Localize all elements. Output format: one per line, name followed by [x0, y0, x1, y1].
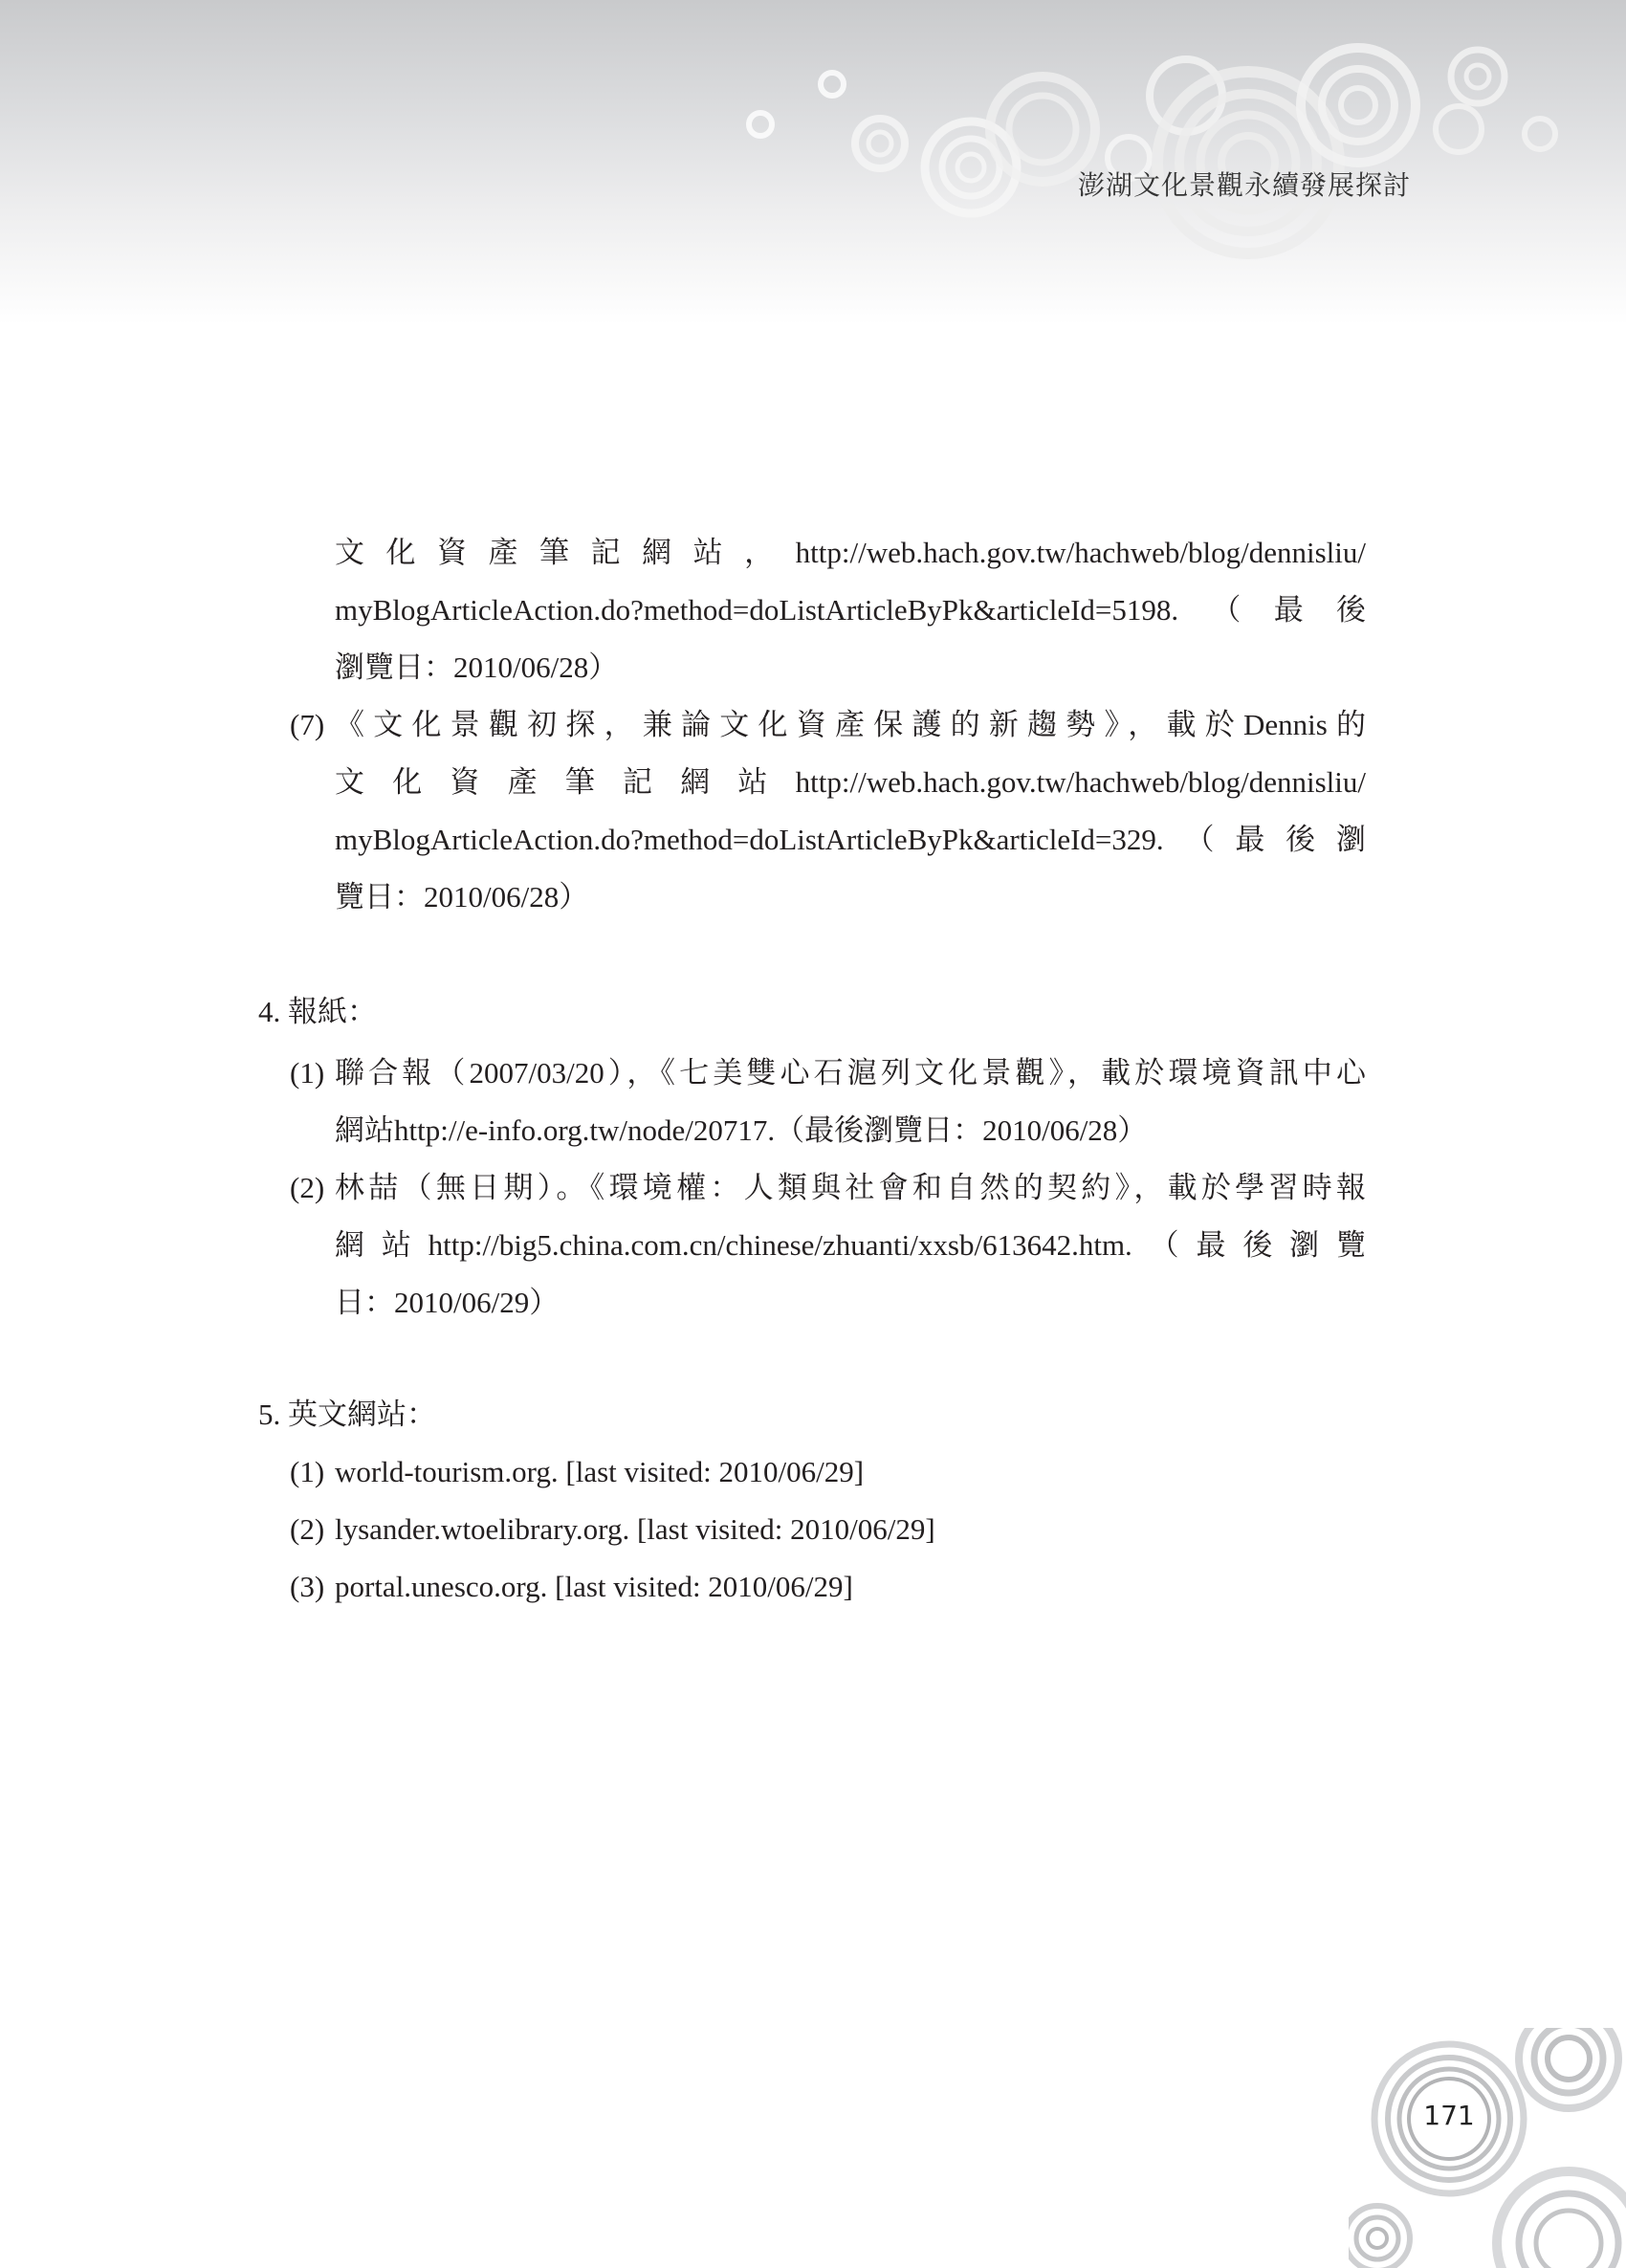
page-number: 171	[1423, 2100, 1475, 2131]
sec5-item1-text: world-tourism.org. [last visited: 2010/06/29]	[335, 1455, 865, 1488]
sec5-item3-number: (3)	[290, 1570, 325, 1603]
sec5-item1-number: (1)	[290, 1455, 325, 1488]
footer-circles-decoration	[1349, 2028, 1626, 2268]
sec5-item2-text: lysander.wtoelibrary.org. [last visited: 2010/06/29]	[335, 1512, 935, 1546]
section4-heading: 4. 報紙：	[258, 995, 377, 1028]
sec4-item1-line-1: 聯合報（2007/03/20），《七美雙心石滬列文化景觀》，載於環境資訊中心	[335, 1056, 1366, 1090]
cont-line-1: 文化資產筆記網站，http://web.hach.gov.tw/hachweb/blog/dennisliu/	[335, 536, 1366, 569]
item7-line-4: 覽日：2010/06/28）	[335, 880, 589, 914]
sec4-item2-line-2: 網站http://big5.china.com.cn/chinese/zhuanti/xxsb/613642.htm.（最後瀏覽	[335, 1228, 1366, 1262]
cont-line-2: myBlogArticleAction.do?method=doListArticleByPk&articleId=5198.（最後	[335, 593, 1366, 627]
sec4-item1-number: (1)	[290, 1056, 325, 1090]
item7-line-3: myBlogArticleAction.do?method=doListArticleByPk&articleId=329.（最後瀏	[335, 823, 1366, 856]
sec4-item1-line-2: 網站http://e-info.org.tw/node/20717.（最後瀏覽日：2010/06/28）	[335, 1113, 1148, 1147]
sec4-item2-line-3: 日：2010/06/29）	[335, 1286, 560, 1319]
section5-heading: 5. 英文網站：	[258, 1398, 436, 1431]
cont-line-3: 瀏覽日：2010/06/28）	[335, 650, 619, 684]
sec4-item2-line-1: 林喆（無日期）。《環境權：人類與社會和自然的契約》，載於學習時報	[335, 1171, 1366, 1204]
sec5-item2-number: (2)	[290, 1512, 325, 1546]
item7-line-2: 文化資產筆記網站http://web.hach.gov.tw/hachweb/blog/dennisliu/	[335, 765, 1366, 799]
sec5-item3-text: portal.unesco.org. [last visited: 2010/06/29]	[335, 1570, 853, 1603]
item7-number: (7)	[290, 708, 325, 741]
sec4-item2-number: (2)	[290, 1171, 325, 1204]
running-header-title: 澎湖文化景觀永續發展探討	[1077, 169, 1411, 201]
item7-line-1: 《文化景觀初探，兼論文化資產保護的新趨勢》，載於Dennis的	[335, 708, 1366, 741]
